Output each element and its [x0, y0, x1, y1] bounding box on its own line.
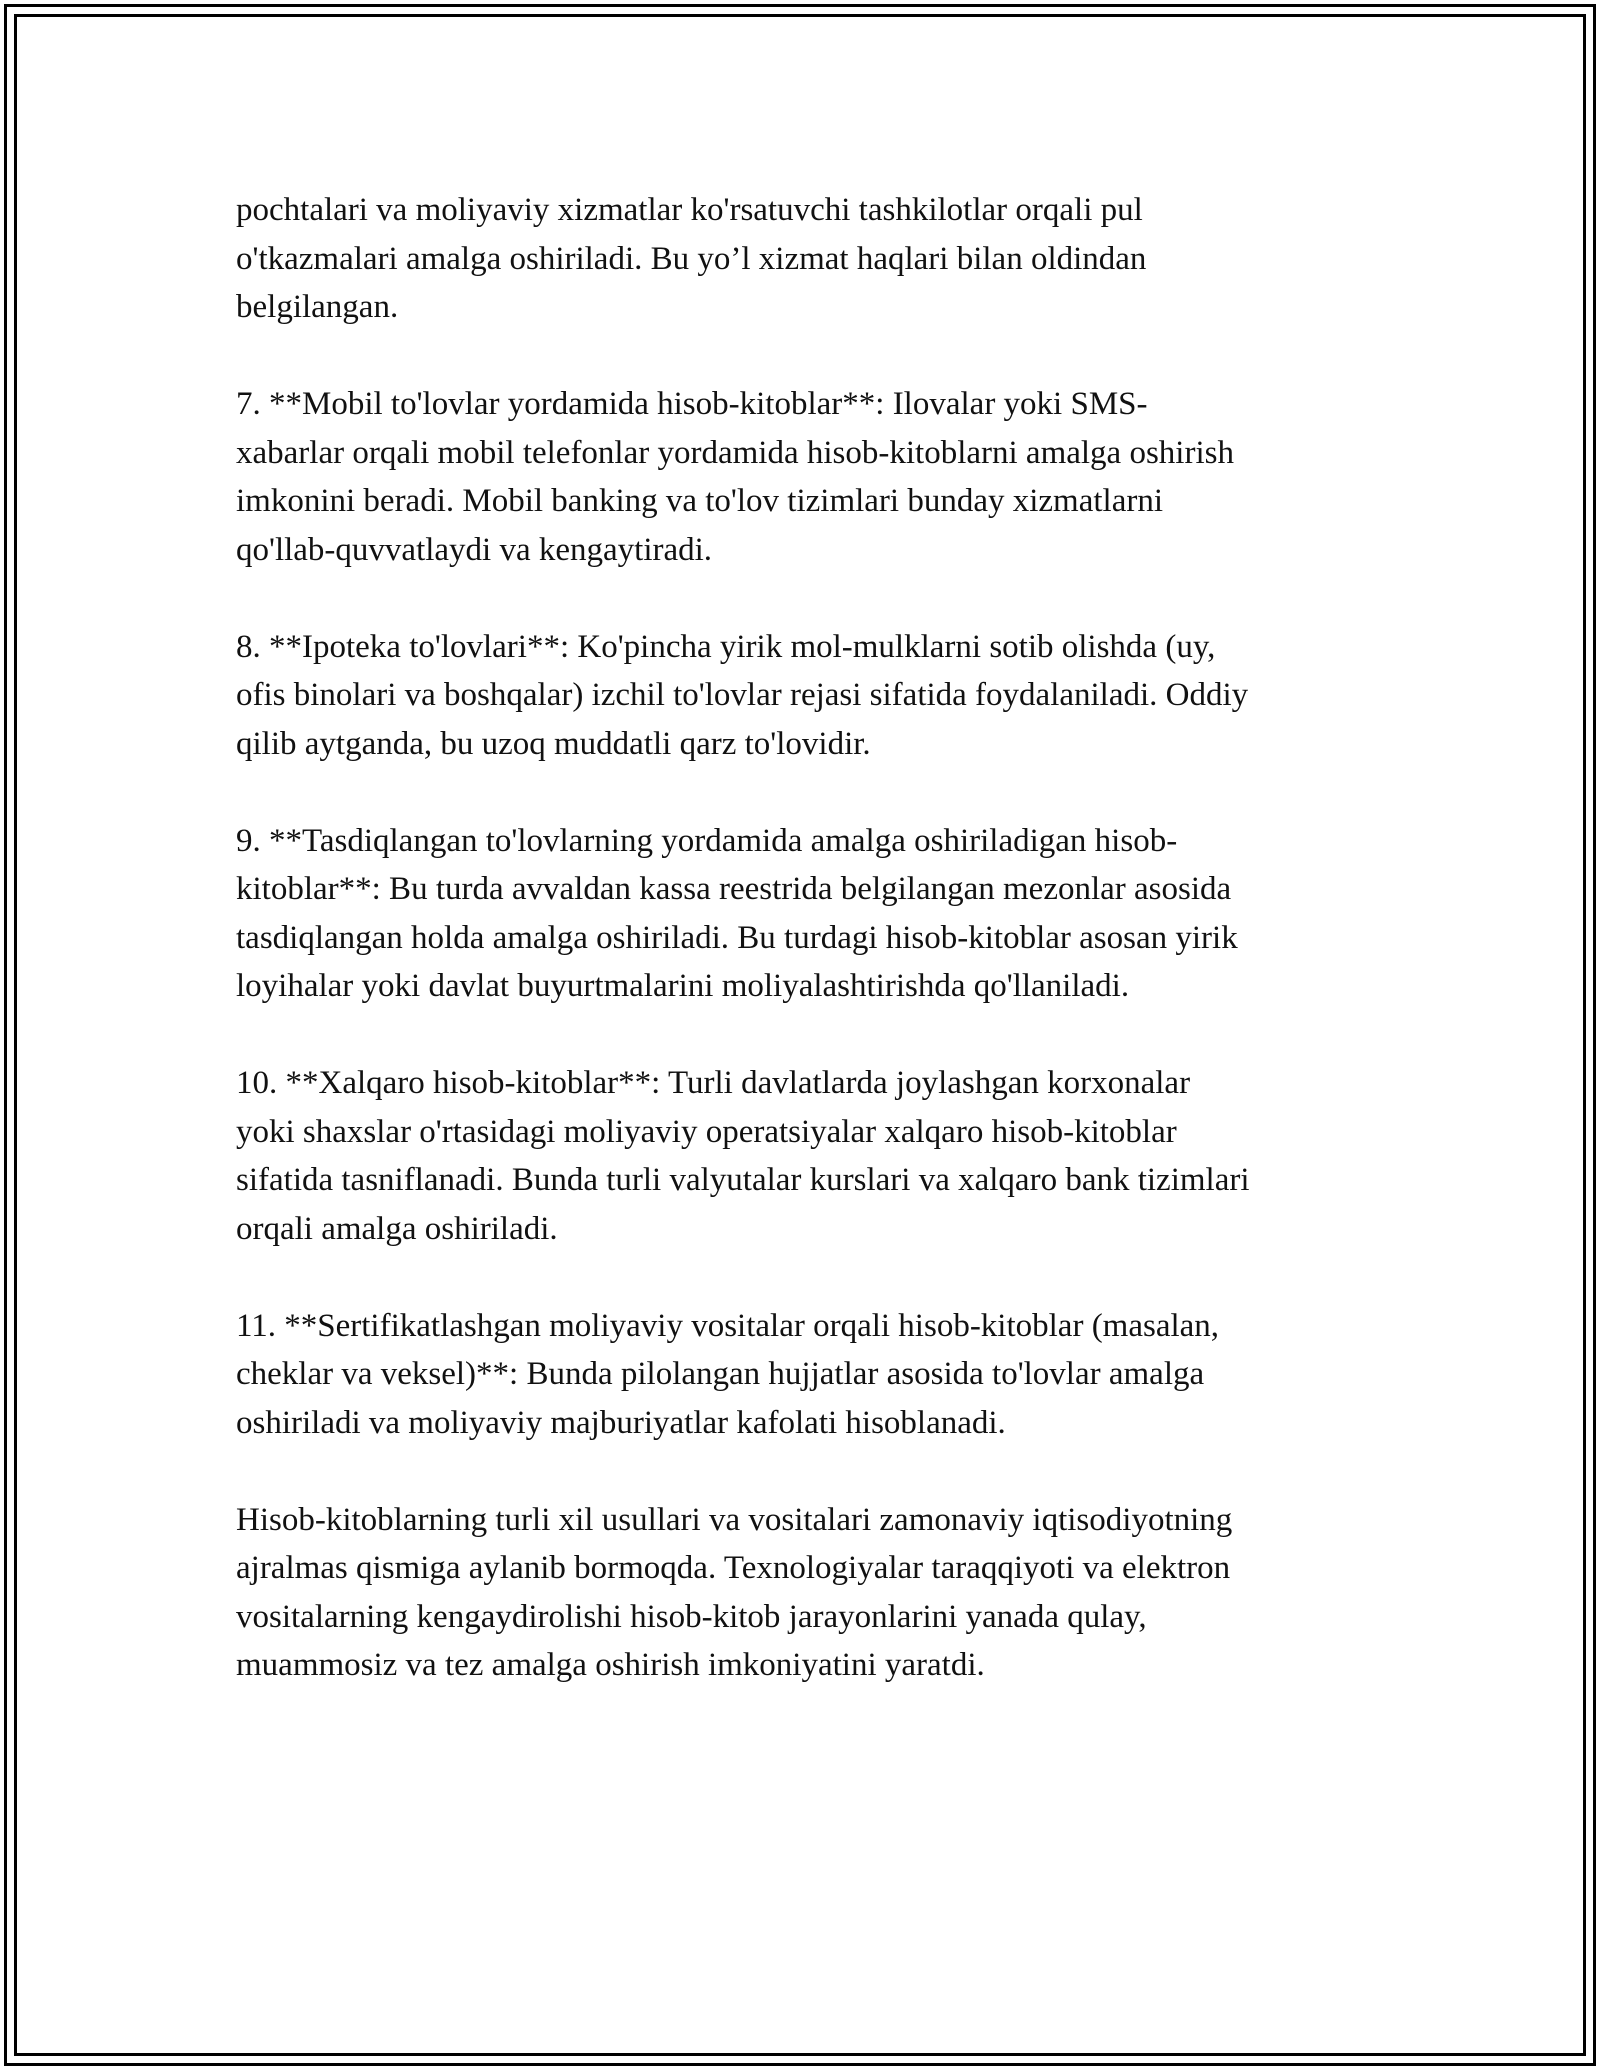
paragraph-conclusion: Hisob-kitoblarning turli xil usullari va vositalari zamonaviy iqtisodiyotning ajralmas qismiga aylanib bormoqda. Texnologiyalar taraqqiyoti va elektron vositalarning kengaydirolishi hisob-kitob jarayonlarini yanada qulay, muammosiz va tez amalga oshirish imkoniyatini yaratdi.: [236, 1501, 1233, 1683]
paragraph-item-7: 7. **Mobil to'lovlar yordamida hisob-kitoblar**: Ilovalar yoki SMS- xabarlar orqali mobil telefonlar yordamida hisob-kitoblarni amalga oshirish imkonini beradi. Mobil banking va to'lov tizimlari bunday xizmatlarni qo'llab-quvvatlaydi va kengaytiradi.: [236, 386, 1234, 568]
paragraph-item-8: 8. **Ipoteka to'lovlari**: Ko'pincha yirik mol-mulklarni sotib olishda (uy, ofis binolari va boshqalar) izchil to'lovlar rejasi sifatida foydalaniladi. Oddiy qilib aytganda, bu uzoq muddatli qarz to'lovidir.: [236, 628, 1249, 762]
paragraph-continuation: pochtalari va moliyaviy xizmatlar ko'rsatuvchi tashkilotlar orqali pul o'tkazmalari amalga oshiriladi. Bu yo’l xizmat haqlari bilan oldindan belgilangan.: [236, 192, 1147, 325]
paragraph-item-11: 11. **Sertifikatlashgan moliyaviy vositalar orqali hisob-kitoblar (masalan, cheklar va veksel)**: Bunda pilolangan hujjatlar asosida to'lovlar amalga oshiriladi va moliyaviy majburiyatlar kafolati hisoblanadi.: [236, 1307, 1220, 1441]
paragraph-item-9: 9. **Tasdiqlangan to'lovlarning yordamida amalga oshiriladigan hisob- kitoblar**: Bu turda avvaldan kassa reestrida belgilangan mezonlar asosida tasdiqlangan holda amalga oshiriladi. Bu turdagi hisob-kitoblar asosan yirik loyihalar yoki davlat buyurtmalarini moliyalashtirishda qo'llaniladi.: [236, 822, 1238, 1004]
document-body: [236, 186, 1376, 1738]
paragraph-item-10: 10. **Xalqaro hisob-kitoblar**: Turli davlatlarda joylashgan korxonalar yoki shaxslar o'rtasidagi moliyaviy operatsiyalar xalqaro hisob-kitoblar sifatida tasniflanadi. Bunda turli valyutalar kurslari va xalqaro bank tizimlari orqali amalga oshiriladi.: [236, 1065, 1250, 1247]
